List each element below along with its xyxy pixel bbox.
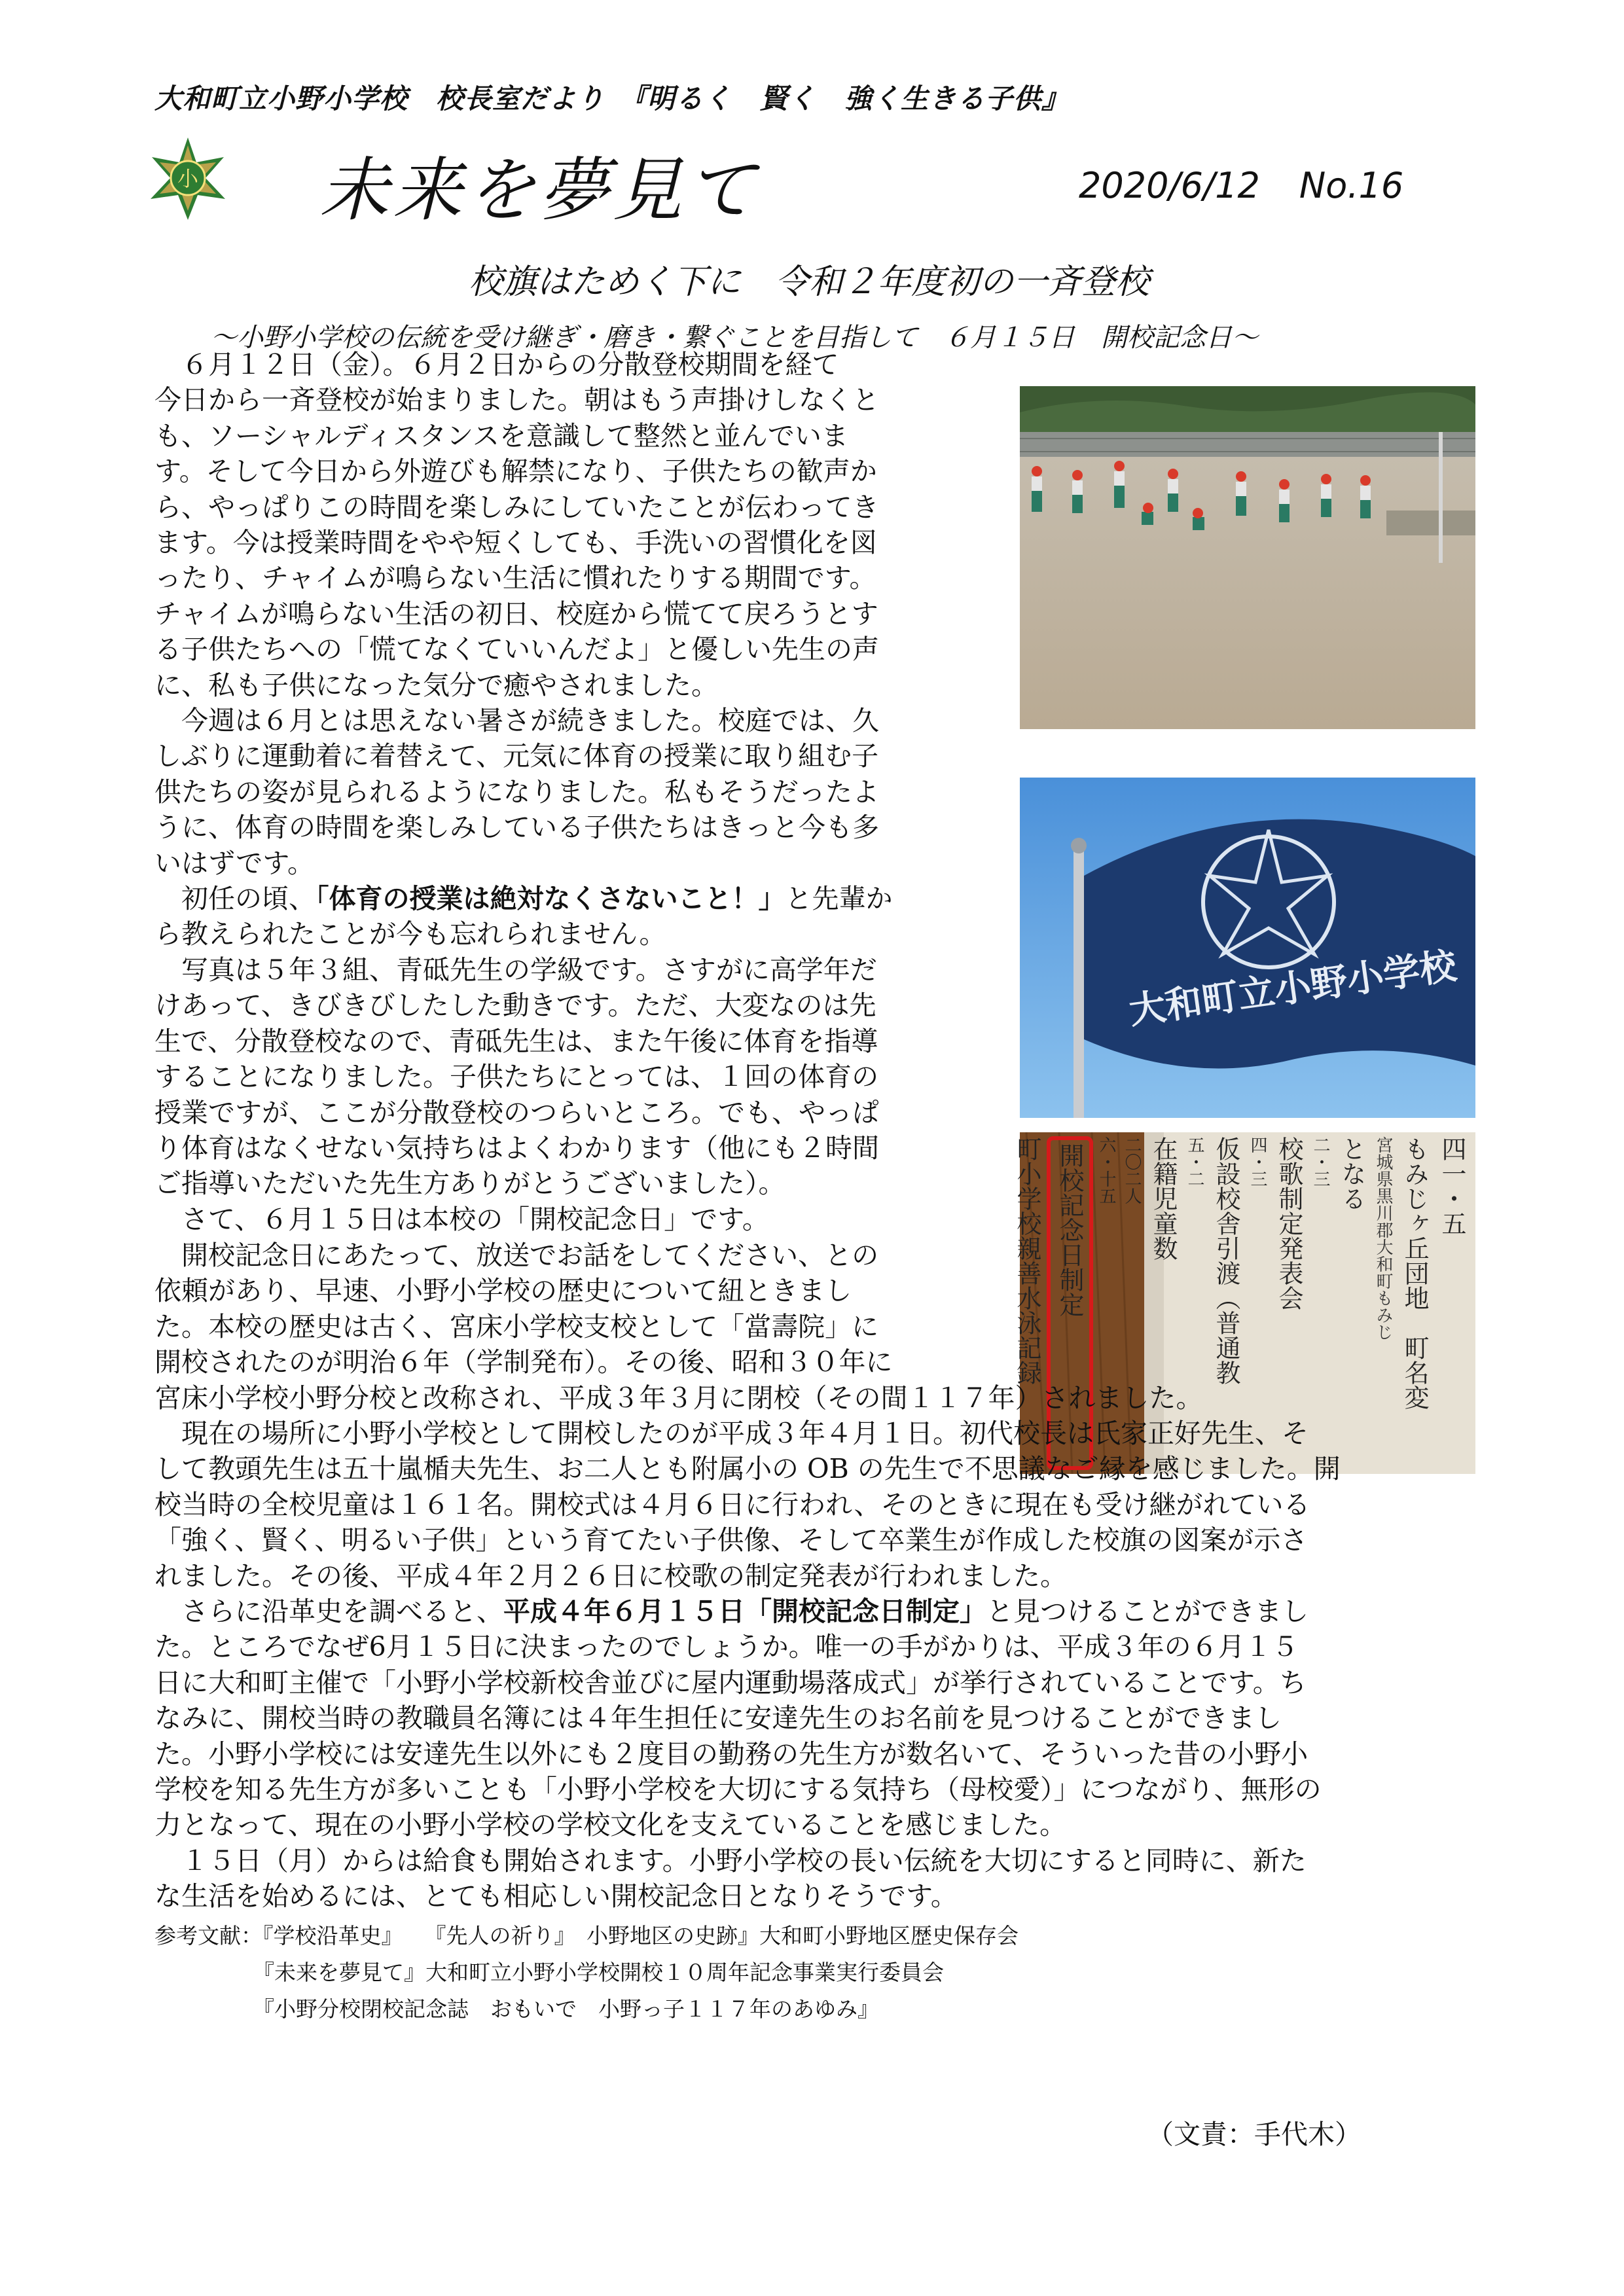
register-col: 六・十五 bbox=[1096, 1136, 1116, 1204]
issue-number: No.16 bbox=[1299, 165, 1404, 206]
body-paragraph-7: 現在の場所に小野小学校として開校したのが平成３年４月１日。初代校長は氏家正好先生、そ して教頭先生は五十嵐楯夫先生、お二人とも附属小の OB の先生で不思議なご縁を感じました。開 校当時の全校児童は１６１名。開校式は４月６日に行われ、そのときに現在も受け継がれている 「強く、賢く、明るい子供」という育てたい子供像、そして卒業生が作成した校旗の図案が示さ れました。その後、平成４年２月２６日に校歌の制定発表が行われました。 bbox=[154, 1418, 1341, 1592]
body-paragraph-5: さて、６月１５日は本校の「開校記念日」です。 bbox=[154, 1204, 769, 1235]
register-highlight-box: 開校記念日制定 bbox=[1047, 1136, 1093, 1470]
issue-date: 2020/6/12 bbox=[1079, 165, 1260, 206]
schoolyard-photo bbox=[1020, 386, 1475, 729]
register-col: 校歌制定発表会 bbox=[1274, 1136, 1303, 1310]
emblem-char: 小 bbox=[177, 166, 199, 191]
reference-3: 『小野分校閉校記念誌 おもいで 小野っ子１１７年のあゆみ』 bbox=[253, 1996, 879, 2022]
body-paragraph-3: 初任の頃、「体育の授業は絶対なくさないこと！」と先輩か ら教えられたことが今も忘れられません。 bbox=[154, 883, 893, 950]
body-paragraph-6: 開校記念日にあたって、放送でお話をしてください、との 依頼があり、早速、小野小学校の歴史について紐ときまし た。本校の歴史は古く、宮床小学校支校として「當壽院」に 開校されたのが明治６年（学制発布）。その後、昭和３０年に 宮床小学校小野分校と改称され、平成３年３月に閉校（その間１１７年）されました。 bbox=[154, 1240, 1203, 1414]
issue-date-number bbox=[1079, 165, 1403, 206]
register-col: 在籍児童数 bbox=[1149, 1136, 1178, 1261]
reference-1: 『学校沿革史』 『先人の祈り』 小野地区の史跡』大和町小野地区歴史保存会 bbox=[262, 1923, 1019, 1948]
body-paragraph-2: 今週は６月とは思えない暑さが続きました。校庭では、久 しぶりに運動着に着替えて、元気に体育の授業に取り組む子 供たちの姿が見られるようになりました。私もそうだったよ うに、体育の時間を楽しみしている子供たちはきっと今も多 いはずです。 bbox=[154, 705, 879, 879]
school-flag-photo bbox=[1020, 778, 1475, 1118]
author-credit: （文責：手代木） bbox=[1147, 2119, 1362, 2150]
references bbox=[154, 1918, 1019, 2028]
register-col: 四一・五 bbox=[1437, 1136, 1466, 1236]
register-col: 宮城県黒川郡大和町もみじ bbox=[1373, 1136, 1393, 1340]
body-paragraph-4: 写真は５年３組、青砥先生の学級です。さすがに高学年だ けあって、きびきびしたした動きです。ただ、大変なのは先 生で、分散登校なので、青砥先生は、また午後に体育を指導 することになりました。子供たちにとっては、１回の体育の 授業ですが、ここが分散登校のつらいところ。でも、やっぱ り体育はなくせない気持ちはよくわかります（他にも２時間 ご指導いただいた先生方ありがとうございました）。 bbox=[154, 954, 879, 1200]
reference-2: 『未来を夢見て』大和町立小野小学校開校１０周年記念事業実行委員会 bbox=[253, 1960, 944, 1985]
register-col: 二・三 bbox=[1310, 1136, 1330, 1187]
register-col: 四・三 bbox=[1248, 1136, 1267, 1187]
register-col: 五・二 bbox=[1185, 1136, 1204, 1187]
register-col: もみじヶ丘団地 町名変 bbox=[1400, 1136, 1429, 1410]
register-col: 二〇二人 bbox=[1122, 1136, 1142, 1204]
body-paragraph-1: ６月１２日（金）。６月２日からの分散登校期間を経て 今日から一斉登校が始まりました。朝はもう声掛けしなくと も、ソーシャルディスタンスを意識して整然と並んでいま す。そして今日から外遊びも解禁になり、子供たちの歓声か ら、やっぱりこの時間を楽しみにしていたことが伝わってき ます。今は授業時間をやや短くしても、手洗いの習慣化を図 ったり、チャイムが鳴らない生活に慣れたりする期間です。 チャイムが鳴らない生活の初日、校庭から慌てて戻ろうとす る子供たちへの「慌てなくていいんだよ」と優しい先生の声 に、私も子供になった気分で癒やされました。 bbox=[154, 349, 879, 701]
emphasis-anniversary: 平成４年６月１５日「開校記念日制定」 bbox=[503, 1596, 986, 1627]
article-subheadline: ～小野小学校の伝統を受け継ぎ・磨き・繋ぐことを目指して ６月１５日 開校記念日～ bbox=[211, 323, 1258, 353]
register-col: 町小学校親善水泳記録 bbox=[1013, 1136, 1041, 1385]
references-label: 参考文献： bbox=[154, 1923, 262, 1948]
masthead-title: 未来を夢見て bbox=[319, 150, 759, 230]
flag-text: 大和町立小野小学校 bbox=[1126, 944, 1460, 1033]
newsletter-header-line: 大和町立小野小学校 校長室だより 『明るく 賢く 強く生きる子供』 bbox=[154, 82, 1070, 115]
register-col: となる bbox=[1337, 1136, 1366, 1211]
emphasis-quote: 「体育の授業は絶対なくさないこと！」 bbox=[316, 883, 785, 914]
register-col: 仮設校舎引渡（普通教 bbox=[1212, 1136, 1240, 1385]
body-paragraph-9: １５日（月）からは給食も開始されます。小野小学校の長い伝統を大切にすると同時に、新た な生活を始めるには、とても相応しい開校記念日となりそうです。 bbox=[154, 1845, 1307, 1912]
body-paragraph-8: さらに沿革史を調べると、平成４年６月１５日「開校記念日制定」と見つけることができまし た。ところでなぜ6月１５日に決まったのでしょうか。唯一の手がかりは、平成３年の６月１５ 日に大和町主催で「小野小学校新校舎並びに屋内運動場落成式」が挙行されていることです。ち なみに、開校当時の教職員名簿には４年生担任に安達先生のお名前を見つけることができまし た。小野小学校には安達先生以外にも２度目の勤務の先生方が数名いて、そういった昔の小野小 学校を知る先生方が多いことも「小野小学校を大切にする気持ち（母校愛）」につながり、無形の 力となって、現在の小野小学校の学校文化を支えていることを感じました。 bbox=[154, 1596, 1322, 1841]
school-emblem-logo bbox=[145, 136, 230, 221]
article-headline: 校旗はためく下に 令和２年度初の一斉登校 bbox=[469, 262, 1150, 302]
